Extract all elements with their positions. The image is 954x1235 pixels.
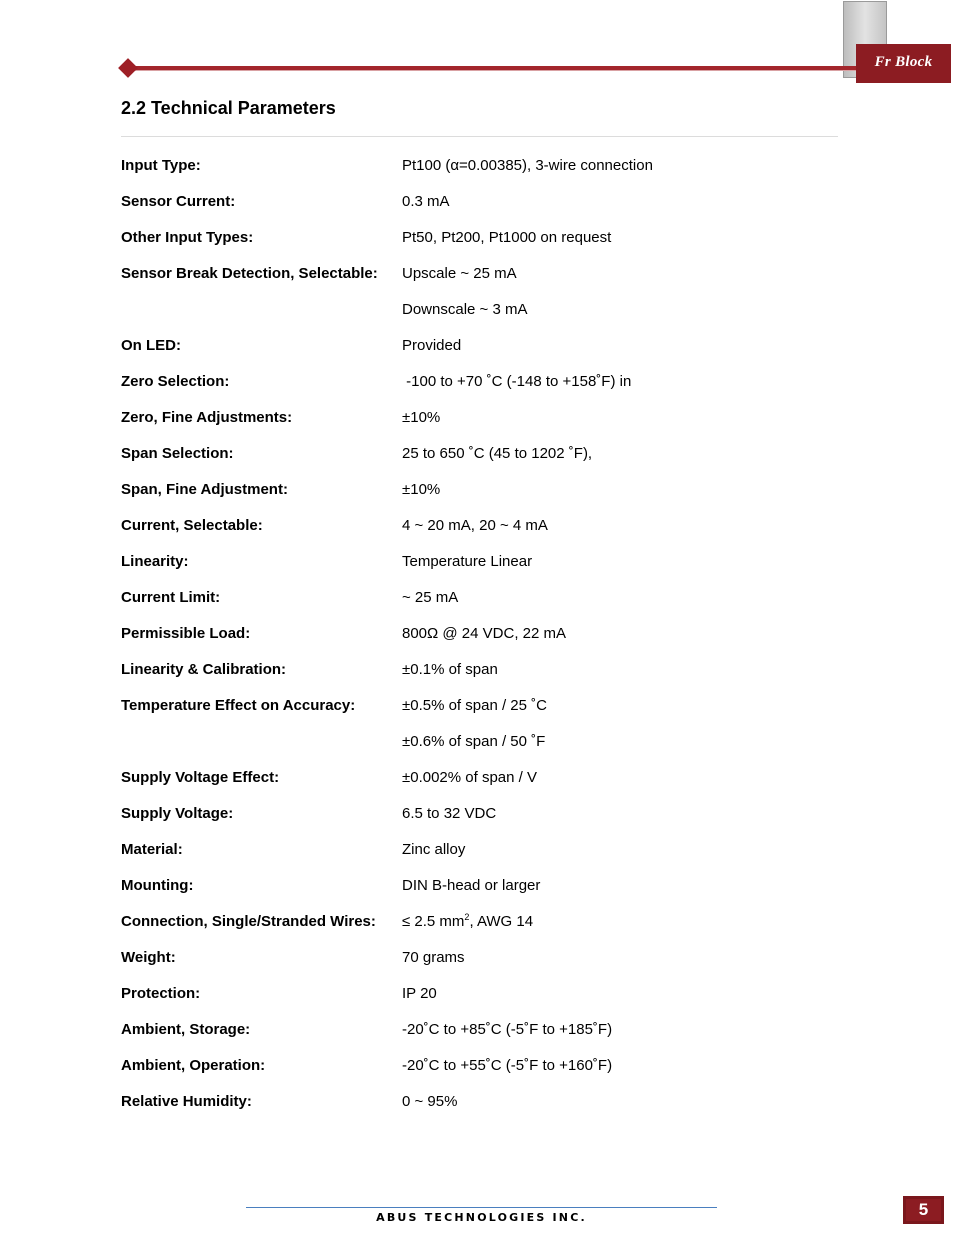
- page-number: 5: [918, 1200, 929, 1219]
- parameter-value: [402, 265, 517, 282]
- parameter-label: Ambient, Operation:: [121, 1057, 266, 1074]
- parameter-row: [121, 291, 821, 327]
- parameter-row: [121, 147, 821, 183]
- parameter-row: [121, 471, 821, 507]
- parameter-label: Supply Voltage:: [121, 805, 234, 822]
- parameter-value-text: DIN B-head or larger: [402, 877, 541, 894]
- parameter-row: [121, 255, 821, 291]
- parameter-value-text: ±0.6% of span / 50 ˚F: [402, 733, 546, 750]
- parameter-value-text: Provided: [402, 337, 462, 354]
- parameter-row: [121, 435, 821, 471]
- parameter-value-text: ±0.1% of span: [402, 661, 498, 678]
- parameter-value-text: ±0.5% of span / 25 ˚C: [402, 697, 547, 714]
- parameter-value-text: ~ 25 mA: [402, 589, 459, 606]
- parameter-value-text: ≤ 2.5 mm: [402, 913, 465, 930]
- parameter-value: [402, 589, 458, 606]
- chapter-label-text: Fr Block: [874, 54, 933, 70]
- parameter-label: Current Limit:: [121, 589, 221, 606]
- parameter-value: [402, 949, 465, 966]
- parameter-value: [402, 373, 631, 390]
- parameter-value-text: 0.3 mA: [402, 193, 450, 210]
- parameter-value: [402, 337, 461, 354]
- parameter-row: [121, 579, 821, 615]
- parameter-label: Mounting:: [121, 877, 194, 894]
- parameter-row: [121, 543, 821, 579]
- parameter-label: On LED:: [121, 337, 181, 354]
- section-title: 2.2 Technical Parameters: [121, 98, 336, 118]
- parameter-value: [402, 661, 498, 678]
- parameter-value: [402, 769, 537, 786]
- parameter-label: Weight:: [121, 949, 176, 966]
- parameter-value: [402, 625, 566, 642]
- parameter-label: Permissible Load:: [121, 625, 251, 642]
- parameter-row: [121, 615, 821, 651]
- parameter-value: [402, 985, 437, 1002]
- chapter-label: [856, 44, 951, 83]
- parameter-label: Span, Fine Adjustment:: [121, 481, 288, 498]
- parameter-value: [402, 481, 440, 498]
- parameter-value: [402, 733, 545, 750]
- parameter-value-text: 25 to 650 ˚C (45 to 1202 ˚F),: [402, 445, 593, 462]
- title-divider: [121, 136, 838, 137]
- footer-rule: [246, 1207, 717, 1208]
- parameter-label: Linearity & Calibration:: [121, 661, 287, 678]
- parameter-label: Ambient, Storage:: [121, 1021, 251, 1038]
- technical-parameters-table: [121, 147, 821, 1119]
- parameter-label: Temperature Effect on Accuracy:: [121, 697, 356, 714]
- parameter-label: Relative Humidity:: [121, 1093, 252, 1110]
- parameter-value-text: 4 ~ 20 mA, 20 ~ 4 mA: [402, 517, 548, 534]
- parameter-value: [402, 913, 533, 930]
- parameter-row: [121, 1047, 821, 1083]
- parameter-row: [121, 723, 821, 759]
- parameter-row: [121, 1011, 821, 1047]
- parameter-row: [121, 651, 821, 687]
- parameter-value: [402, 877, 540, 894]
- parameter-label: Connection, Single/Stranded Wires:: [121, 913, 376, 930]
- parameter-value-text: Downscale ~ 3 mA: [402, 301, 528, 318]
- parameter-value-text: ±0.002% of span / V: [402, 769, 537, 786]
- parameter-row: [121, 507, 821, 543]
- parameter-value: [402, 445, 592, 462]
- parameter-label: Supply Voltage Effect:: [121, 769, 280, 786]
- parameter-value-text: 6.5 to 32 VDC: [402, 805, 497, 822]
- parameter-value: [402, 193, 450, 210]
- parameter-label: Zero Selection:: [121, 373, 230, 390]
- parameter-value-text: 70 grams: [402, 949, 465, 966]
- parameter-row: [121, 867, 821, 903]
- parameter-value-text: -20˚C to +55˚C (-5˚F to +160˚F): [402, 1057, 613, 1074]
- parameter-label: Sensor Break Detection, Selectable:: [121, 265, 378, 282]
- parameter-value-text: IP 20: [402, 985, 437, 1002]
- parameter-value: [402, 841, 465, 858]
- parameter-value: [402, 157, 653, 174]
- parameter-value-text: 800Ω @ 24 VDC, 22 mA: [402, 625, 567, 642]
- parameter-row: [121, 327, 821, 363]
- parameter-row: [121, 219, 821, 255]
- diamond-bullet-icon: [118, 58, 138, 78]
- parameter-value-text: ±10%: [402, 481, 441, 498]
- parameter-value: [402, 697, 547, 714]
- parameter-row: [121, 903, 821, 939]
- page-number-box: [903, 1196, 944, 1224]
- parameter-label: Other Input Types:: [121, 229, 254, 246]
- parameter-label: Span Selection:: [121, 445, 234, 462]
- parameter-row: [121, 939, 821, 975]
- parameter-row: [121, 975, 821, 1011]
- parameter-label: Input Type:: [121, 157, 201, 174]
- parameter-value: [402, 1057, 612, 1074]
- parameter-value-text: -20˚C to +85˚C (-5˚F to +185˚F): [402, 1021, 613, 1038]
- parameter-value: [402, 1093, 457, 1110]
- parameter-label: Sensor Current:: [121, 193, 236, 210]
- parameter-value: [402, 517, 548, 534]
- parameter-value: [402, 1021, 612, 1038]
- parameter-value-text: ±10%: [402, 409, 441, 426]
- parameter-value-text: Pt100 (α=0.00385), 3-wire connection: [402, 157, 653, 174]
- parameter-value-text: 0 ~ 95%: [402, 1093, 458, 1110]
- parameter-label: Linearity:: [121, 553, 189, 570]
- parameter-value: [402, 409, 440, 426]
- parameter-value-suffix: , AWG 14: [469, 913, 534, 930]
- parameter-row: [121, 831, 821, 867]
- parameter-label: Zero, Fine Adjustments:: [121, 409, 293, 426]
- parameter-value-text: Zinc alloy: [402, 841, 466, 858]
- parameter-row: [121, 687, 821, 723]
- parameter-value: [402, 229, 611, 246]
- parameter-label: Material:: [121, 841, 183, 858]
- parameter-row: [121, 183, 821, 219]
- parameter-value: [402, 553, 532, 570]
- parameter-label: Current, Selectable:: [121, 517, 263, 534]
- parameter-row: [121, 399, 821, 435]
- parameter-value-superscript: 2: [464, 912, 470, 922]
- parameter-row: [121, 795, 821, 831]
- header-rule-shadow: [128, 70, 856, 71]
- parameter-value: [402, 301, 527, 318]
- parameter-value-text: Temperature Linear: [402, 553, 533, 570]
- parameter-row: [121, 1083, 821, 1119]
- parameter-row: [121, 759, 821, 795]
- parameter-value: [402, 805, 496, 822]
- parameter-label: Protection:: [121, 985, 201, 1002]
- parameter-value-text: Upscale ~ 25 mA: [402, 265, 517, 282]
- parameter-value-text: Pt50, Pt200, Pt1000 on request: [402, 229, 612, 246]
- parameter-value-text: -100 to +70 ˚C (-148 to +158˚F) in: [402, 373, 632, 390]
- parameter-row: [121, 363, 821, 399]
- footer-company: ABUS TECHNOLOGIES INC.: [376, 1211, 587, 1224]
